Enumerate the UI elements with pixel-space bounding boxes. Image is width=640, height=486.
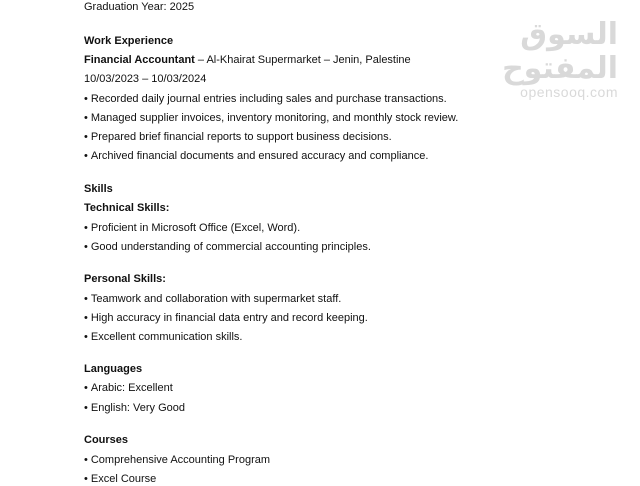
- languages-heading: Languages: [84, 363, 143, 375]
- personal-skill-item: • Teamwork and collaboration with supermarket staff.: [84, 292, 341, 306]
- technical-skills-heading: Technical Skills:: [84, 202, 170, 214]
- work-bullet: • Managed supplier invoices, inventory monitoring, and monthly stock review.: [84, 111, 458, 125]
- personal-skill-item: • Excellent communication skills.: [84, 330, 242, 344]
- work-bullet: • Prepared brief financial reports to support business decisions.: [84, 130, 392, 144]
- work-bullet: • Recorded daily journal entries including sales and purchase transactions.: [84, 92, 447, 106]
- watermark-arabic-text: السوق المفتوح: [502, 17, 618, 86]
- job-title-line: [84, 53, 411, 67]
- graduation-year: Graduation Year: 2025: [84, 1, 195, 13]
- courses-heading: Courses: [84, 434, 129, 446]
- language-item: • English: Very Good: [84, 401, 185, 415]
- skills-heading: Skills: [84, 183, 113, 195]
- personal-skills-heading: Personal Skills:: [84, 273, 166, 285]
- course-item: • Comprehensive Accounting Program: [84, 453, 270, 467]
- language-item: • Arabic: Excellent: [84, 381, 173, 395]
- technical-skill-item: • Good understanding of commercial accounting principles.: [84, 240, 371, 254]
- personal-skill-item: • High accuracy in financial data entry and record keeping.: [84, 311, 368, 325]
- work-experience-heading: Work Experience: [84, 35, 174, 47]
- job-employer: – Al-Khairat Supermarket – Jenin, Palestine: [194, 54, 411, 66]
- course-item: • Excel Course: [84, 472, 156, 486]
- opensooq-watermark: [468, 18, 618, 100]
- job-role: Financial Accountant: [84, 54, 195, 66]
- technical-skill-item: • Proficient in Microsoft Office (Excel, Word).: [84, 221, 300, 235]
- work-bullet: • Archived financial documents and ensured accuracy and compliance.: [84, 149, 428, 163]
- job-dates: 10/03/2023 – 10/03/2024: [84, 73, 207, 85]
- watermark-latin-text: opensooq.com: [520, 84, 618, 100]
